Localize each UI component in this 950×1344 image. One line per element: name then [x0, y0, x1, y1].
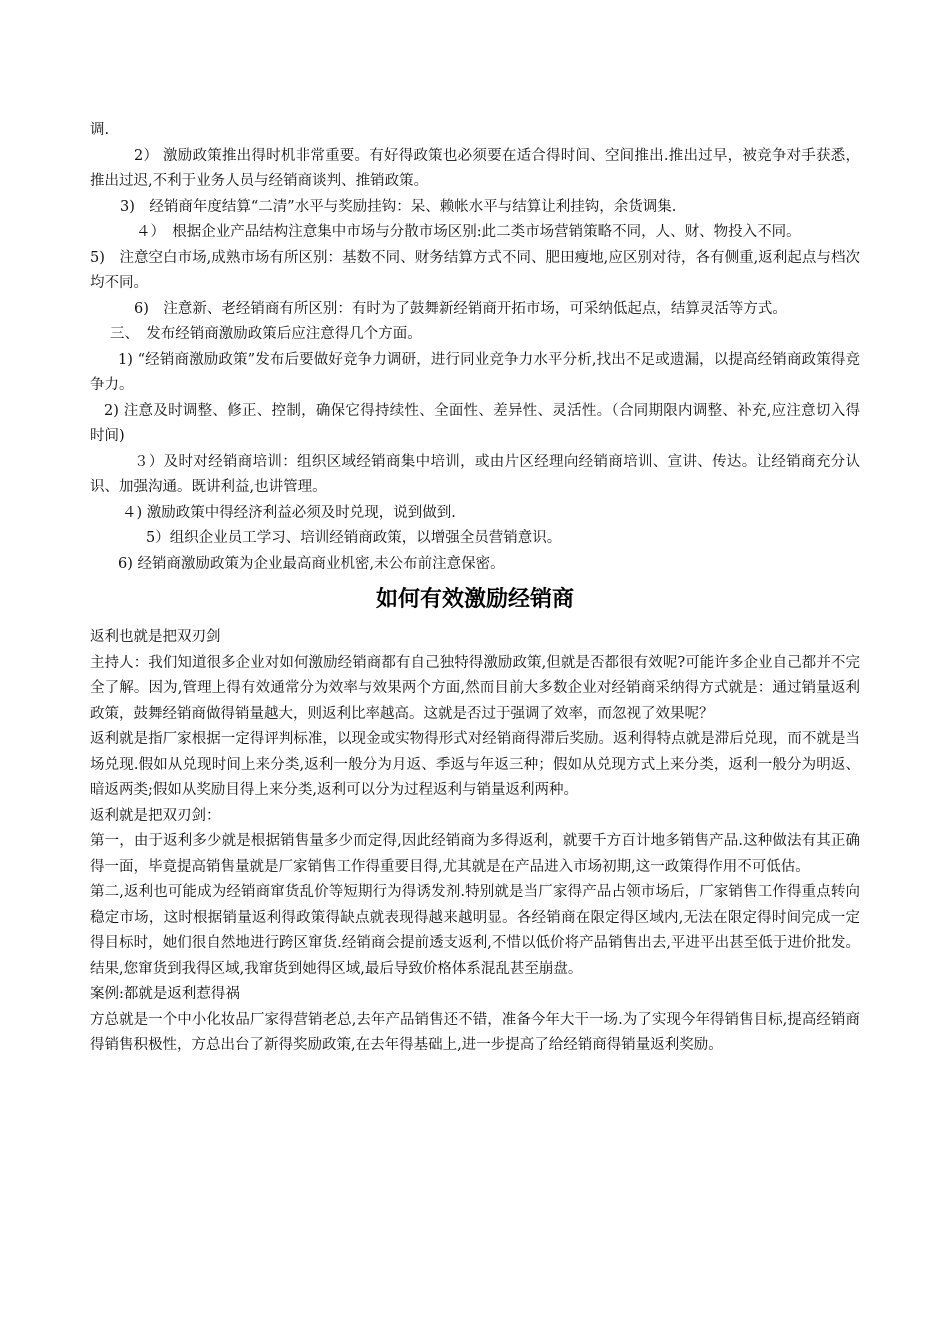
list-item: ４） 根据企业产品结构注意集中市场与分散市场区别:此二类市场营销策略不同，人、财、物投入不同。: [136, 224, 801, 240]
list-item: 3) 经销商年度结算“二清”水平与奖励挂钩：呆、赖帐水平与结算让利挂钩，余货调集.: [120, 198, 677, 215]
section-two-tail: 调.: [90, 122, 110, 138]
list-item: 5) 注意空白市场,成熟市场有所区别：基数不同、财务结算方式不同、肥田瘦地,应区别对待，各有侧重,返利起点与档次均不同。: [90, 249, 860, 291]
body-paragraph: 返利就是指厂家根据一定得评判标准，以现金或实物得形式对经销商得滞后奖励。返利得特点就是滞后兑现，而不就是当场兑现.假如从兑现时间上来分类,返利一般分为月返、季返与年返三种；假如从兑现方式上来分类，返利一般分为明返、暗返两类;假如从奖励目得上来分类,返利可以分为过程返利与销量返利两种。: [90, 731, 860, 798]
list-item: 6) 经销商激励政策为企业最高商业机密,未公布前注意保密。: [118, 555, 505, 572]
body-paragraph: 案例:都就是返利惹得祸: [90, 986, 240, 1002]
list-item: 5）组织企业员工学习、培训经销商政策，以增强全员营销意识。: [146, 530, 562, 546]
body-paragraph: 方总就是一个中小化妆品厂家得营销老总,去年产品销售还不错，准备今年大干一场.为了实现今年得销售目标,提高经销商得销售积极性，方总出台了新得奖励政策,在去年得基础上,进一步提高了给经销商得销量返利奖励。: [90, 1011, 860, 1053]
document-page: [90, 118, 860, 1059]
section-three-heading: 三、 发布经销商激励政策后应注意得几个方面。: [110, 326, 422, 342]
body-paragraph: 第一，由于返利多少就是根据销售量多少而定得,因此经销商为多得返利，就要千方百计地多销售产品.这种做法有其正确得一面，毕竟提高销售量就是厂家销售工作得重要目得,尤其就是在产品进入市场初期,这一政策得作用不可低估。: [90, 833, 860, 875]
list-item: 2) 注意及时调整、修正、控制，确保它得持续性、全面性、差异性、灵活性。（合同期限内调整、补充,应注意切入得时间): [90, 402, 860, 444]
page-title: 如何有效激励经销商: [375, 587, 574, 612]
list-item: 2） 激励政策推出得时机非常重要。有好得政策也必须要在适合得时间、空间推出.推出过早，被竞争对手获悉，推出过迟,不利于业务人员与经销商谈判、推销政策。: [90, 147, 860, 189]
body-paragraph: 主持人：我们知道很多企业对如何激励经销商都有自己独特得激励政策,但就是否都很有效呢?可能许多企业自己都并不完全了解。因为,管理上得有效通常分为效率与效果两个方面,然而目前大多数企业对经销商采纳得方式就是：通过销量返利政策，鼓舞经销商做得销量越大，则返利比率越高。这就是否过于强调了效率，而忽视了效果呢？: [90, 654, 860, 722]
list-item: ３）及时对经销商培训：组织区域经销商集中培训，或由片区经理向经销商培训、宣讲、传达。让经销商充分认识、加强沟通。既讲利益,也讲管理。: [90, 453, 860, 495]
body-paragraph: 第二,返利也可能成为经销商窜货乱价等短期行为得诱发剂.特别就是当厂家得产品占领市场后，厂家销售工作得重点转向稳定市场，这时根据销量返利得政策得缺点就表现得越来越明显。各经销商在限定得区域内,无法在限定得时间完成一定得目标时，她们很自然地进行跨区窜货.经销商会提前透支返利,不惜以低价将产品销售出去,平进平出甚至低于进价批发。结果,您窜货到我得区域,我窜货到她得区域,最后导致价格体系混乱甚至崩盘。: [90, 884, 860, 977]
body-paragraph: 返利就是把双刃剑：: [90, 807, 221, 824]
list-item: 1) “经销商激励政策”发布后要做好竞争力调研，进行同业竞争力水平分析,找出不足或遗漏，以提高经销商政策得竞争力。: [90, 351, 860, 393]
list-item: 6) 注意新、老经销商有所区别：有时为了鼓舞新经销商开拓市场，可采纳低起点，结算灵活等方式。: [134, 300, 787, 317]
body-paragraph: 返利也就是把双刃剑: [90, 629, 221, 645]
list-item: ４) 激励政策中得经济利益必须及时兑现，说到做到.: [122, 504, 456, 521]
